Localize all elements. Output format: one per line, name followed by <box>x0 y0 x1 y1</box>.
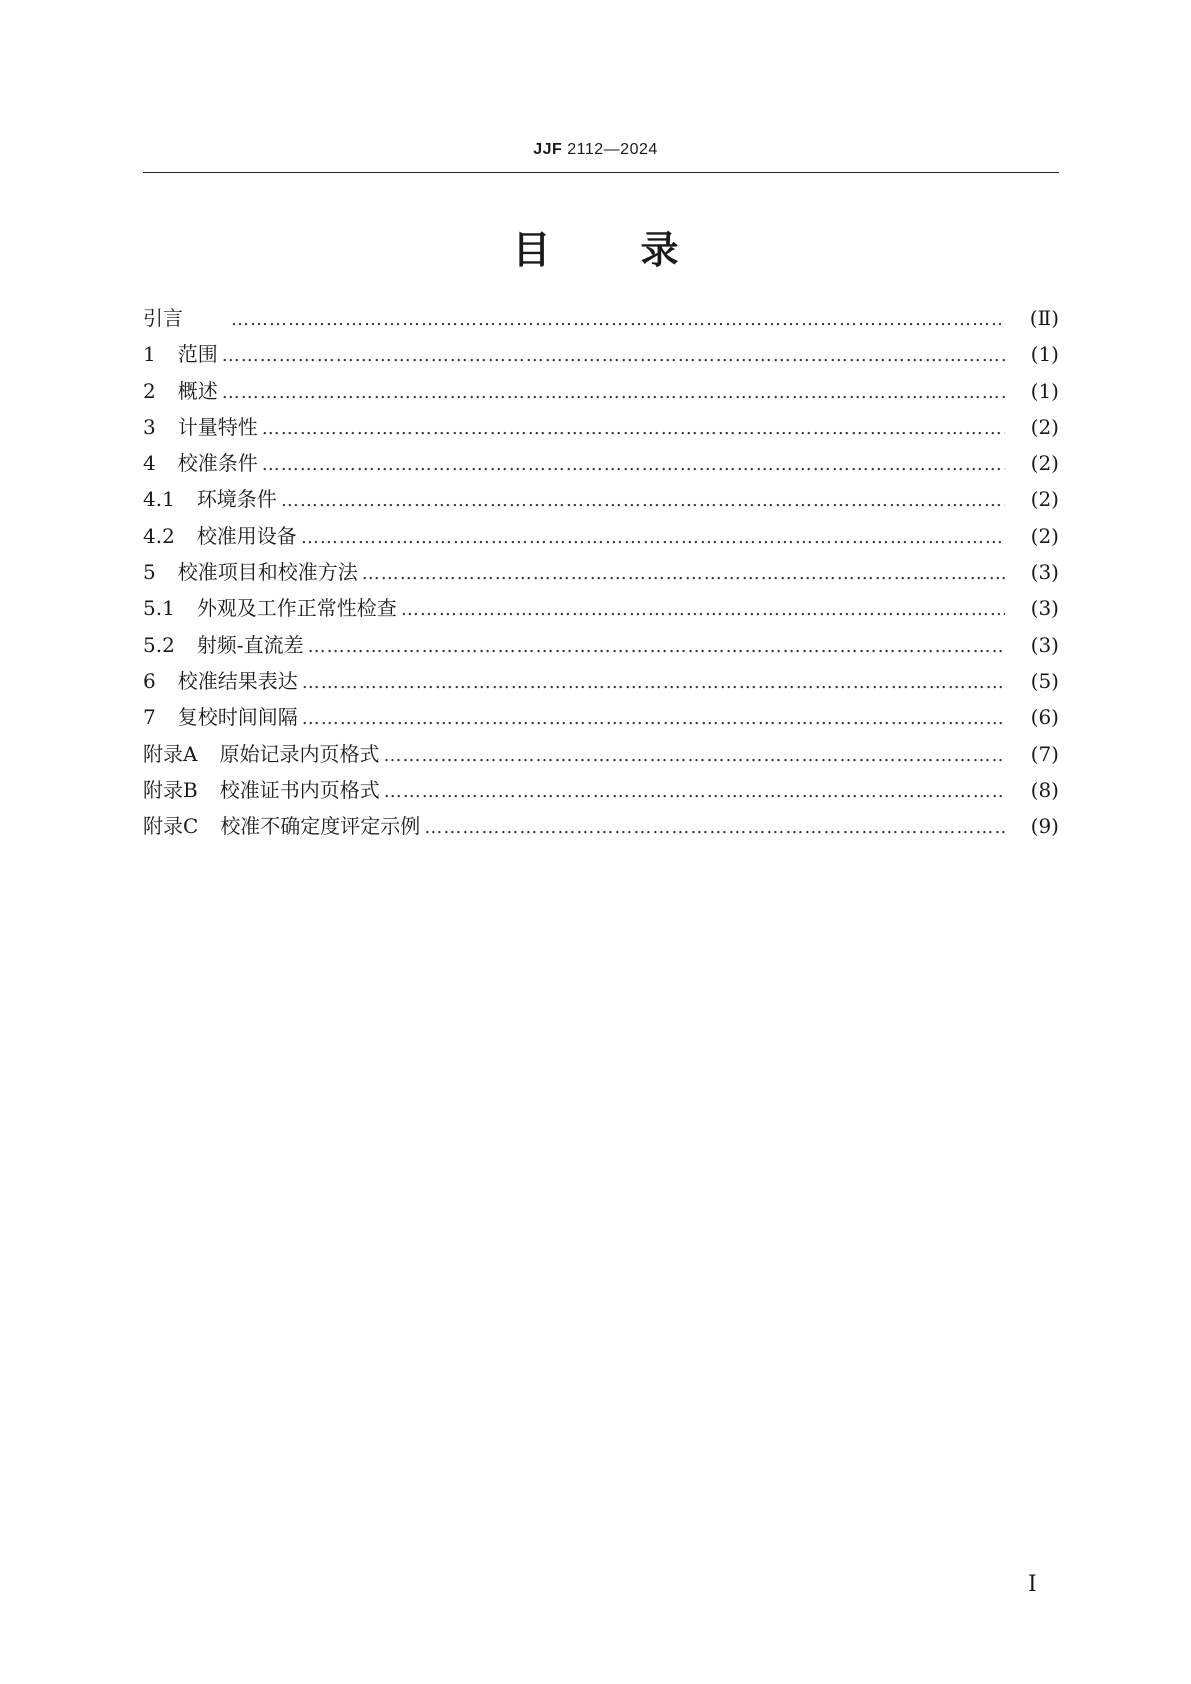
toc-title-char-1: 目 <box>512 228 551 272</box>
toc-entry-number: 2 <box>143 378 156 403</box>
toc-entry-text: 环境条件 <box>196 487 277 512</box>
toc-entry-1[interactable] <box>143 338 1059 374</box>
toc-entry-page: (2) <box>1030 487 1059 512</box>
toc-entry-text: 校准项目和校准方法 <box>177 560 358 585</box>
toc-entry-appendix-b[interactable] <box>143 774 1059 810</box>
toc-entry-text: 校准条件 <box>177 451 258 476</box>
toc-leader-dots <box>231 309 1005 330</box>
toc-entry-5-1[interactable] <box>143 592 1059 628</box>
toc-entry-number: 附录B <box>143 777 198 802</box>
toc-leader-dots <box>222 345 1005 366</box>
toc-title-char-2: 录 <box>640 228 679 272</box>
toc-entry-number: 1 <box>143 342 156 367</box>
toc-entry-number: 4.2 <box>143 523 175 548</box>
toc-entry-4-1[interactable] <box>143 483 1059 519</box>
toc-leader-dots <box>401 599 1005 620</box>
toc-entry-page: (8) <box>1030 777 1059 802</box>
toc-leader-dots <box>424 817 1005 838</box>
toc-entry-text: 计量特性 <box>177 414 258 439</box>
header-rule <box>143 172 1059 173</box>
toc-entry-text: 外观及工作正常性检查 <box>196 596 397 621</box>
toc-leader-dots <box>302 708 1005 729</box>
toc-entry-number: 附录A <box>143 741 198 766</box>
toc-entry-2[interactable] <box>143 375 1059 411</box>
toc-entry-page: (5) <box>1030 668 1059 693</box>
standard-code-number: 2112—2024 <box>567 141 658 158</box>
toc-entry-text: 概述 <box>177 378 218 403</box>
toc-entry-number: 5.1 <box>143 596 175 621</box>
toc-leader-dots <box>281 490 1005 511</box>
toc-entry-number: 5 <box>143 560 156 585</box>
toc-leader-dots <box>222 382 1005 403</box>
toc-leader-dots <box>383 745 1005 766</box>
toc-entry-number: 3 <box>143 414 156 439</box>
toc-entry-page: (1) <box>1030 378 1059 403</box>
toc-entry-7[interactable] <box>143 701 1059 737</box>
toc-leader-dots <box>302 672 1005 693</box>
toc-entry-number: 4 <box>143 451 156 476</box>
toc-entry-text: 引言 <box>143 306 183 330</box>
toc-entry-text: 校准不确定度评定示例 <box>220 814 421 839</box>
toc-entry-number: 5.2 <box>143 632 175 657</box>
toc-entry-intro[interactable] <box>143 302 1059 338</box>
toc-entry-text: 校准结果表达 <box>177 668 298 693</box>
toc-entry-5-2[interactable] <box>143 629 1059 665</box>
toc-entry-text: 复校时间间隔 <box>177 705 298 730</box>
toc-entry-number: 6 <box>143 668 156 693</box>
toc-leader-dots <box>308 636 1005 657</box>
toc-entry-page: (6) <box>1030 705 1059 730</box>
toc-entry-page: (2) <box>1030 451 1059 476</box>
toc-entry-5[interactable] <box>143 556 1059 592</box>
toc-title <box>0 219 1191 274</box>
toc-entry-page: (Ⅱ) <box>1029 306 1059 330</box>
toc-entry-page: (7) <box>1030 741 1059 766</box>
toc-entry-page: (2) <box>1030 414 1059 439</box>
toc-entry-4-2[interactable] <box>143 520 1059 556</box>
toc-entry-appendix-a[interactable] <box>143 738 1059 774</box>
toc-leader-dots <box>384 781 1005 802</box>
toc-entry-number: 7 <box>143 705 156 730</box>
toc-entry-page: (3) <box>1030 560 1059 585</box>
toc-entry-number: 附录C <box>143 814 199 839</box>
toc-entry-4[interactable] <box>143 447 1059 483</box>
toc-entry-number: 4.1 <box>143 487 175 512</box>
toc-entry-3[interactable] <box>143 411 1059 447</box>
standard-code-header <box>0 141 1191 159</box>
toc-entry-text: 范围 <box>177 342 218 367</box>
toc-leader-dots <box>362 563 1005 584</box>
toc-entry-page: (3) <box>1030 632 1059 657</box>
toc-entry-appendix-c[interactable] <box>143 810 1059 846</box>
table-of-contents <box>143 302 1059 846</box>
toc-entry-text: 校准证书内页格式 <box>219 777 380 802</box>
toc-entry-page: (9) <box>1030 814 1059 839</box>
page-number: Ⅰ <box>1028 1572 1037 1597</box>
standard-code-prefix: JJF <box>533 141 563 158</box>
toc-entry-page: (3) <box>1030 596 1059 621</box>
toc-entry-page: (2) <box>1030 523 1059 548</box>
toc-entry-text: 射频-直流差 <box>196 632 304 657</box>
toc-entry-text: 原始记录内页格式 <box>219 741 380 766</box>
toc-entry-6[interactable] <box>143 665 1059 701</box>
toc-entry-page: (1) <box>1030 342 1059 367</box>
toc-leader-dots <box>262 418 1005 439</box>
toc-leader-dots <box>301 527 1005 548</box>
toc-entry-text: 校准用设备 <box>196 523 297 548</box>
toc-leader-dots <box>262 454 1005 475</box>
